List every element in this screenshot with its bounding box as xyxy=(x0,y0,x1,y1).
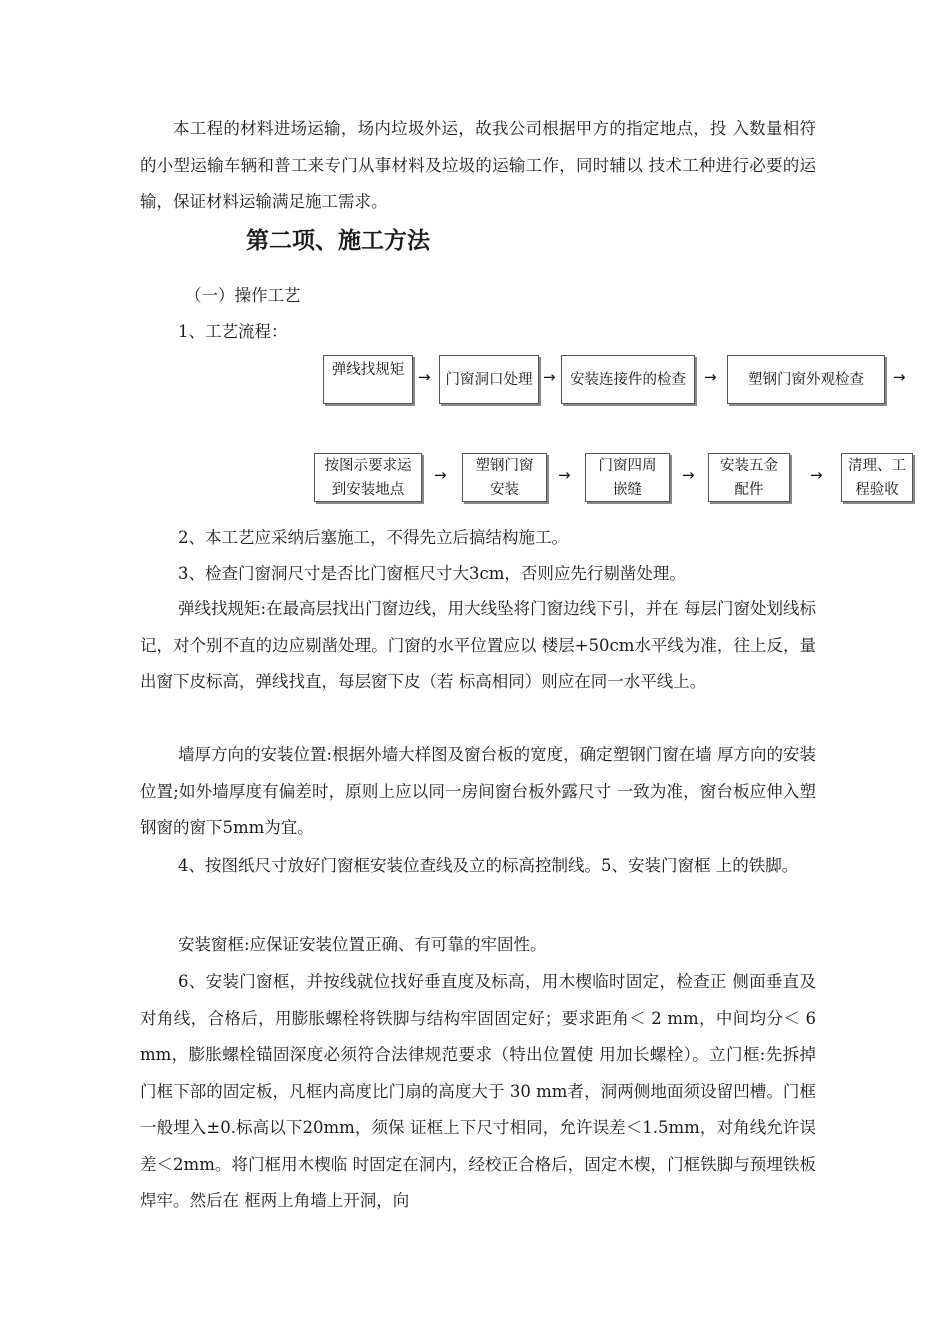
sub-heading: （一）操作工艺 xyxy=(185,286,301,305)
flow-step-label: 门窗四周 xyxy=(598,457,657,474)
arrow-icon: → xyxy=(810,466,823,484)
flow-step-label: 程验收 xyxy=(855,481,899,498)
arrow-icon: → xyxy=(543,368,556,386)
flow-heading: 1、工艺流程： xyxy=(178,322,288,341)
para-tanxian: 弹线找规矩:在最高层找出门窗边线，用大线坠将门窗边线下引，并在 每层门窗处划线标记，对个别不直的边应剔凿处理。门窗的水平位置应以 楼层+50cm水平线为准，往上反，量出窗下皮标高，弹线找直，每层窗下皮（若 标高相同）则应在同一水平线上。 xyxy=(140,599,816,691)
flow-step-label: 塑钢门窗 xyxy=(475,457,534,474)
para-qianghou: 墙厚方向的安装位置:根据外墙大样图及窗台板的宽度，确定塑钢门窗在墙 厚方向的安装位置;如外墙厚度有偏差时，原则上应以同一房间窗台板外露尺寸 一致为准，窗台板应伸入塑钢窗的窗下5mm为宜。 xyxy=(140,745,816,837)
flow-step-label: 嵌缝 xyxy=(613,481,642,498)
arrow-icon: → xyxy=(558,466,571,484)
flow-step-2 xyxy=(439,355,539,404)
flow-step-8 xyxy=(708,453,790,502)
flow-step-label: 按图示要求运 xyxy=(324,457,412,474)
flow-step-label: 安装 xyxy=(490,481,519,498)
item-2: 2、本工艺应采纳后塞施工，不得先立后搞结构施工。 xyxy=(178,528,568,547)
flow-step-label: 安装连接件的检查 xyxy=(570,371,686,388)
para-item6: 6、安装门窗框，并按线就位找好垂直度及标高，用木楔临时固定，检查正 侧面垂直及对角线，合格后，用膨胀螺栓将铁脚与结构牢固固定好；要求距角＜ 2 mm，中间均分＜ 6 mm，膨胀螺栓锚固深度必须符合法律规范要求（特出位置使 用加长螺栓）。立门框:先拆掉门框下部的固定板，凡框内高度比门扇的高度大于 30 mm者，洞两侧地面须设留凹槽。门框一般埋入±0.标高以下20mm，须保 证框上下尺寸相同，允许误差＜1.5mm，对角线允许误差＜2mm。将门框用木楔临 时固定在洞内，经校正合格后，固定木楔，门框铁脚与预埋铁板焊牢。然后在 框两上角墙上开洞，向 xyxy=(140,972,816,1210)
para-item4: 4、按图纸尺寸放好门窗框安装位查线及立的标高控制线。5、安装门窗框 上的铁脚。 xyxy=(178,856,799,875)
flow-step-label: 到安装地点 xyxy=(331,481,405,498)
para-chuangkuang: 安装窗框:应保证安装位置正确、有可靠的牢固性。 xyxy=(178,935,547,954)
arrow-icon: → xyxy=(418,368,431,386)
flow-step-7 xyxy=(585,453,670,502)
flow-step-label: 门窗洞口处理 xyxy=(445,371,533,388)
flow-step-label: 弹线找规矩 xyxy=(331,362,405,378)
flow-step-5 xyxy=(314,453,422,502)
item-3: 3、检查门窗洞尺寸是否比门窗框尺寸大3cm，否则应先行剔凿处理。 xyxy=(178,564,686,583)
flow-step-label: 配件 xyxy=(734,481,764,498)
flow-step-label: 安装五金 xyxy=(720,457,778,474)
arrow-icon: → xyxy=(682,466,695,484)
arrow-icon: → xyxy=(434,466,447,484)
section-heading: 第二项、施工方法 xyxy=(246,227,430,254)
flow-step-1 xyxy=(323,355,413,404)
flow-step-4 xyxy=(727,355,885,404)
flow-step-9 xyxy=(841,453,913,502)
flow-step-label: 塑钢门窗外观检查 xyxy=(748,371,864,388)
arrow-icon: → xyxy=(704,368,717,386)
flow-step-6 xyxy=(462,453,547,502)
flow-step-3 xyxy=(561,355,695,404)
arrow-icon: → xyxy=(893,368,906,386)
flow-step-label: 清理、工 xyxy=(848,457,906,474)
intro-paragraph: 本工程的材料进场运输，场内垃圾外运，故我公司根据甲方的指定地点，投 入数量相符的小型运输车辆和普工来专门从事材料及垃圾的运输工作，同时辅以 技术工种进行必要的运输，保证材料运输满足施工需求。 xyxy=(140,119,816,211)
